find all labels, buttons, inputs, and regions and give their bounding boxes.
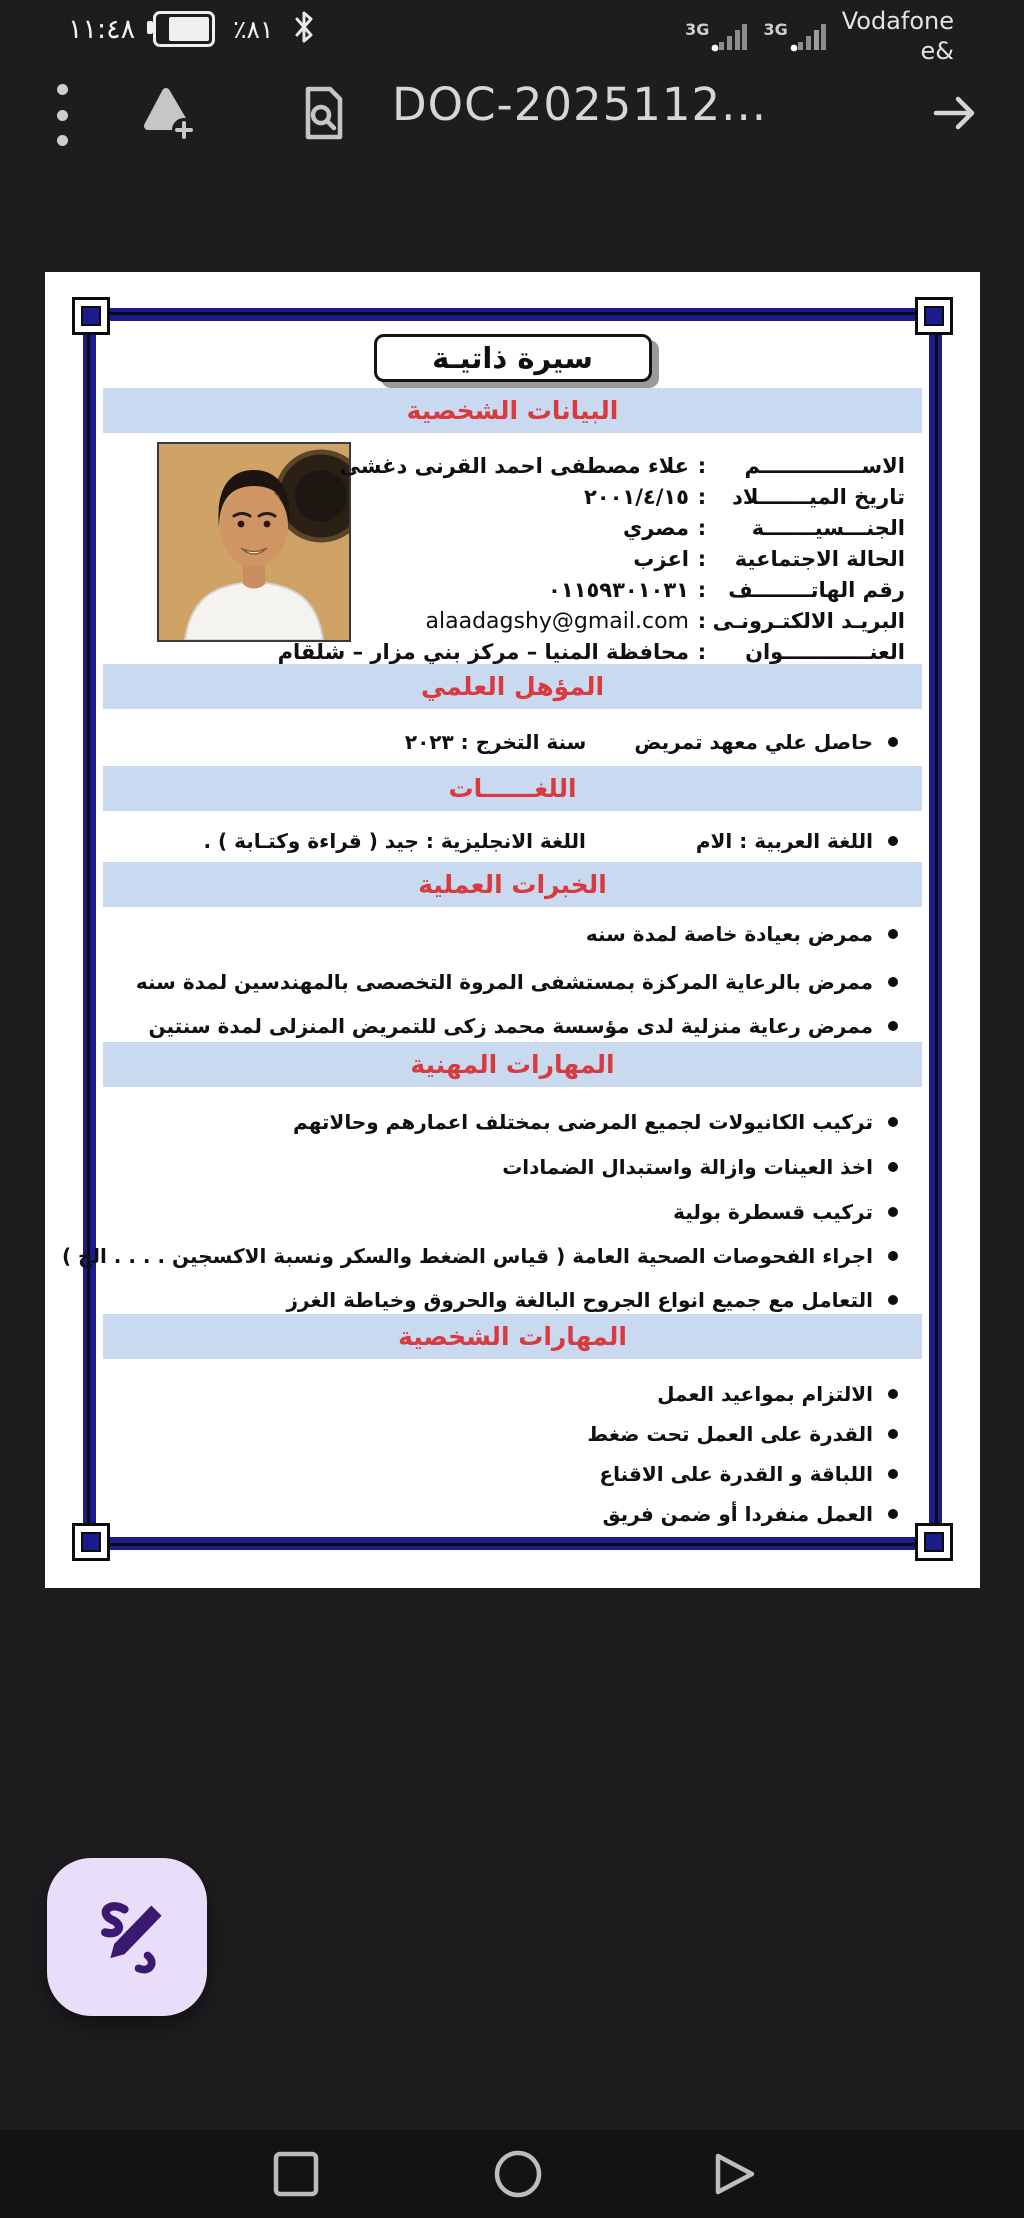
bullet-dot-icon [888, 1117, 898, 1127]
bullet-dot-icon [888, 1295, 898, 1305]
document-title: DOC-2025112... [392, 78, 768, 131]
nav-recents-button[interactable] [268, 2148, 324, 2204]
education-item: حاصل علي معهد تمريض سنة التخرج : ٢٠٢٣ [405, 730, 898, 754]
forward-arrow-icon[interactable] [928, 86, 982, 144]
bullet-dot-icon [888, 929, 898, 939]
bullet-dot-icon [888, 1469, 898, 1479]
square-recents-icon [272, 2150, 320, 2202]
status-bar [0, 0, 1024, 64]
nav-home-button[interactable] [490, 2148, 546, 2204]
kebab-menu-icon[interactable] [50, 82, 74, 148]
cv-title-box [374, 334, 652, 382]
personal-skill-item: القدرة على العمل تحت ضغط [587, 1422, 898, 1446]
signal-3g-icon: 3G [685, 6, 747, 52]
field-row-nationality: الجنـــسيـــــــة : مصري [622, 516, 905, 540]
experience-item: ممرض بعيادة خاصة لمدة سنه [586, 922, 898, 946]
status-left-cluster [68, 10, 317, 48]
professional-skill-item: التعامل مع جميع انواع الجروح البالغة والحروق وخياطة الغرز [287, 1288, 898, 1312]
bullet-dot-icon [888, 737, 898, 747]
bullet-dot-icon [888, 1207, 898, 1217]
section-heading-personal-info: البيانات الشخصية [103, 388, 922, 433]
bullet-dot-icon [888, 1389, 898, 1399]
section-heading-experience: الخبرات العملية [103, 862, 922, 907]
field-row-address: العنــــــــــــوان : محافظة المنيا – مركز بني مزار – شلقام [277, 640, 905, 664]
battery-icon [153, 11, 215, 47]
document-page [45, 272, 980, 1588]
field-row-phone: رقم الهاتــــــــف : ٠١١٥٩٣٠١٠٣١ [548, 578, 905, 602]
bullet-dot-icon [888, 1162, 898, 1172]
field-row-name: الاســــــــــــــم : علاء مصطفى احمد القرنى دغشى [339, 454, 905, 478]
bluetooth-icon [291, 10, 317, 48]
bullet-dot-icon [888, 1251, 898, 1261]
personal-skill-item: الالتزام بمواعيد العمل [657, 1382, 898, 1406]
professional-skill-item: تركيب قسطرة بولية [673, 1200, 898, 1224]
experience-item: ممرض رعاية منزلية لدى مؤسسة محمد زكى للتمريض المنزلى لمدة سنتين [148, 1014, 898, 1038]
bullet-dot-icon [888, 1509, 898, 1519]
clock: ١١:٤٨ [68, 13, 136, 45]
find-in-page-icon[interactable] [296, 84, 350, 146]
triangle-back-icon [708, 2148, 760, 2204]
personal-fields [278, 454, 905, 671]
section-heading-personal-skills: المهارات الشخصية [103, 1314, 922, 1359]
bullet-dot-icon [888, 1429, 898, 1439]
personal-skill-item: العمل منفردا أو ضمن فريق [603, 1502, 898, 1526]
bullet-dot-icon [888, 836, 898, 846]
signal-3g-icon: 3G [763, 6, 825, 52]
nav-back-button[interactable] [706, 2148, 762, 2204]
personal-skill-item: اللباقة و القدرة على الاقناع [599, 1462, 898, 1486]
languages-item: اللغة العربية : الام اللغة الانجليزية : جيد ( قراءة وكتـابة ) . [203, 829, 898, 853]
cv-title: سيرة ذاتيـة [432, 341, 593, 375]
carrier-label: Vodafone e& [841, 7, 954, 65]
status-right-cluster [685, 6, 954, 66]
section-heading-education: المؤهل العلمي [103, 664, 922, 709]
app-toolbar [0, 72, 1024, 152]
field-row-birthdate: تاريخ الميـــــــلاد : ٢٠٠١/٤/١٥ [583, 485, 905, 509]
field-row-email: البريـد الالكتـرونـى : alaadagshy@gmail.com [425, 609, 905, 634]
experience-item: ممرض بالرعاية المركزة بمستشفى المروة التخصصى بالمهندسين لمدة سنه [136, 970, 898, 994]
professional-skill-item: اخذ العينات وازالة واستبدال الضمادات [502, 1155, 898, 1179]
section-heading-languages: اللغــــــات [103, 766, 922, 811]
scribble-edit-icon [86, 1894, 168, 1980]
navigation-bar [0, 2130, 1024, 2218]
bullet-dot-icon [888, 977, 898, 987]
section-heading-professional-skills: المهارات المهنية [103, 1042, 922, 1087]
battery-percent: ٪٨١ [233, 14, 274, 44]
professional-skill-item: تركيب الكانيولات لجميع المرضى بمختلف اعمارهم وحالاتهم [293, 1110, 898, 1134]
circle-home-icon [492, 2148, 544, 2204]
bullet-dot-icon [888, 1021, 898, 1031]
edit-fab[interactable] [47, 1858, 207, 2016]
professional-skill-item: اجراء الفحوصات الصحية العامة ( قياس الضغط والسكر ونسبة الاكسجين . . . . الخ ) [62, 1244, 898, 1268]
field-row-marital-status: الحالة الاجتماعية : اعزب [633, 547, 905, 571]
drive-add-icon[interactable] [138, 84, 200, 148]
